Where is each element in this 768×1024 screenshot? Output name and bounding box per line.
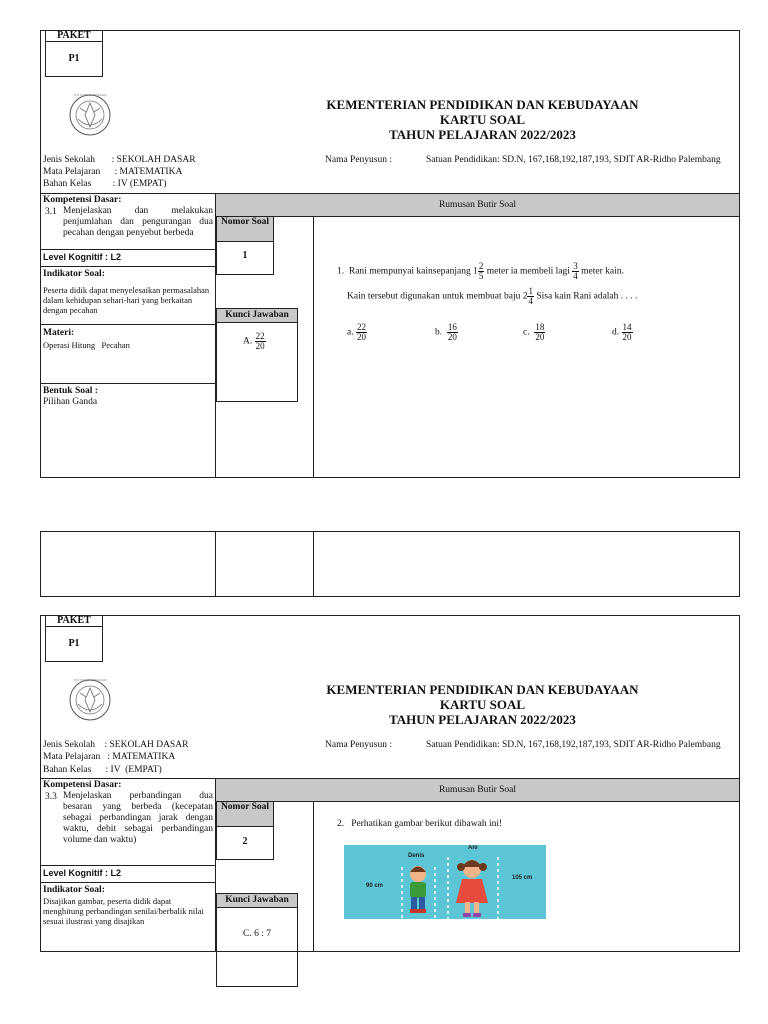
bentuk-text: Pilihan Ganda xyxy=(43,397,98,407)
kunci-num: 22 xyxy=(255,331,265,341)
mata-pelajaran-2: Mata Pelajaran : MATEMATIKA xyxy=(43,752,176,762)
logo-text: TUT WURI HANDAYANI xyxy=(73,93,107,97)
jenis-sekolah: Jenis Sekolah : SEKOLAH DASAR xyxy=(43,155,196,165)
question-text-d: Kain tersebut digunakan untuk membuat baju 2 xyxy=(347,291,528,302)
page-title xyxy=(250,97,715,142)
option-b[interactable]: b. $\frac{16}{20}$ xyxy=(435,322,457,342)
rumusan-header-2: Rumusan Butir Soal xyxy=(215,778,740,802)
kompetensi-text-2: Menjelaskan perbandingan dua besaran yang berbeda (kecepatan sebagai perbandingan jarak dengan waktu, debit sebagai perbandingan volume dan waktu) xyxy=(63,791,213,845)
mata-pelajaran: Mata Pelajaran : MATEMATIKA xyxy=(43,167,183,177)
kompetensi-text: Menjelaskan dan melakukan penjumlahan dan pengurangan dua pecahan dengan penyebut berbeda xyxy=(63,206,213,238)
kunci-jawaban-value-2: C. 6 : 7 xyxy=(243,929,271,939)
kunci-jawaban-label: Kunci Jawaban xyxy=(217,309,297,323)
kunci-prefix: A. xyxy=(243,336,253,347)
title-2-line-3: TAHUN PELAJARAN 2022/2023 xyxy=(389,712,576,727)
paket-label-2: PAKET xyxy=(57,615,91,626)
frac2-den: 4 xyxy=(573,271,578,281)
question-text-e: Sisa kain Rani adalah . . . . xyxy=(533,291,638,302)
option-d[interactable]: d. $\frac{14}{20}$ xyxy=(612,322,632,342)
frac1-num: 2 xyxy=(478,261,484,271)
question-1-line-2 xyxy=(347,287,637,306)
logo-text-2: TUT WURI HANDAYANI xyxy=(73,678,107,682)
nomor-soal-label-2 xyxy=(217,802,273,827)
nomor-soal-value-2: 2 xyxy=(242,836,248,847)
girl-figure xyxy=(456,860,488,917)
kompetensi-num-2: 3.3 xyxy=(45,792,57,802)
rumusan-header: Rumusan Butir Soal xyxy=(215,193,740,217)
empty-table-frame xyxy=(40,531,740,597)
question-text-a: Rani mempunyai kainsepanjang 1 xyxy=(348,266,478,277)
indikator-text: Peserta didik dapat menyelesaikan permasalahan dalam kehidupan sehari-hari yang berkaitan dengan pecahan xyxy=(43,285,210,315)
title-line-3: TAHUN PELAJARAN 2022/2023 xyxy=(389,127,576,142)
kompetensi-label-2: Kompetensi Dasar: xyxy=(43,780,122,790)
level-kognitif: Level Kognitif : L2 xyxy=(43,252,122,262)
indikator-label-2: Indikator Soal: xyxy=(43,885,105,895)
kunci-jawaban-label-2: Kunci Jawaban xyxy=(217,894,297,908)
name-left: Denis xyxy=(408,853,425,859)
bahan-kelas: Bahan Kelas : IV (EMPAT) xyxy=(43,179,167,189)
question-number: 1. xyxy=(337,266,345,277)
satuan-pendidikan: Satuan Pendidikan: SD.N, 167,168,192,187,193, SDIT AR-Ridho Palembang xyxy=(426,155,721,165)
kunci-den: 20 xyxy=(255,341,265,351)
materi-text: Operasi Hitung Pecahan xyxy=(43,340,130,350)
frac1-den: 5 xyxy=(478,271,484,281)
materi-label: Materi: xyxy=(43,328,75,338)
frac2-num: 3 xyxy=(573,261,578,271)
title-line-1: KEMENTERIAN PENDIDIKAN DAN KEBUDAYAAN xyxy=(326,97,639,112)
nomor-soal-label-2-text: Nomor Soal xyxy=(220,802,270,812)
page-title-2 xyxy=(250,682,715,727)
bahan-kelas-2: Bahan Kelas : IV (EMPAT) xyxy=(43,765,162,775)
jenis-sekolah-2: Jenis Sekolah : SEKOLAH DASAR xyxy=(43,740,189,750)
level-kognitif-2: Level Kognitif : L2 xyxy=(43,868,122,878)
question-1-line-1 xyxy=(337,262,624,281)
option-c[interactable]: c. $\frac{18}{20}$ xyxy=(523,322,545,342)
nomor-soal-label-text: Nomor Soal xyxy=(220,217,270,227)
indikator-text-2: Disajikan gambar, peserta didik dapat menghitung perbandingan senilai/berbalik nilai sesuai ilustrasi yang disajikan xyxy=(43,896,204,926)
question-2-number: 2. xyxy=(337,819,345,829)
question-2-text: Perhatikan gambar berikut dibawah ini! xyxy=(351,819,503,829)
tut-wuri-logo-2 xyxy=(64,678,116,723)
paket-value: P1 xyxy=(68,53,80,64)
paket-label: PAKET xyxy=(57,30,91,41)
kompetensi-label: Kompetensi Dasar: xyxy=(43,195,122,205)
nama-penyusun: Nama Penyusun : xyxy=(325,155,393,165)
nomor-soal-value: 1 xyxy=(242,250,248,261)
option-a[interactable]: a. $\frac{22}{20}$ xyxy=(347,322,366,342)
question-2 xyxy=(337,819,502,829)
height-left: 90 cm xyxy=(366,883,384,889)
frac3-den: 4 xyxy=(528,296,533,306)
title-2-line-2: KARTU SOAL xyxy=(439,697,526,712)
bentuk-label: Bentuk Soal : xyxy=(43,386,98,396)
frac3-num: 1 xyxy=(528,286,533,296)
height-right: 105 cm xyxy=(512,875,533,881)
kunci-jawaban-value xyxy=(243,332,266,351)
title-line-2: KARTU SOAL xyxy=(439,112,526,127)
satuan-pendidikan-2: Satuan Pendidikan: SD.N, 167,168,192,187,193, SDIT AR-Ridho Palembang xyxy=(426,740,721,750)
question-text-b: meter ia membeli lagi xyxy=(484,266,573,277)
tut-wuri-logo xyxy=(64,93,116,138)
paket-value-2: P1 xyxy=(68,638,80,649)
height-comparison-image xyxy=(344,845,546,919)
title-2-line-1: KEMENTERIAN PENDIDIKAN DAN KEBUDAYAAN xyxy=(326,682,639,697)
name-right: Ani xyxy=(468,845,478,851)
kompetensi-num: 3.1 xyxy=(45,207,57,217)
boy-figure xyxy=(410,866,426,913)
nama-penyusun-2: Nama Penyusun : xyxy=(325,740,393,750)
nomor-soal-label xyxy=(217,217,273,242)
indikator-label: Indikator Soal: xyxy=(43,269,105,279)
question-text-c: meter kain. xyxy=(578,266,624,277)
